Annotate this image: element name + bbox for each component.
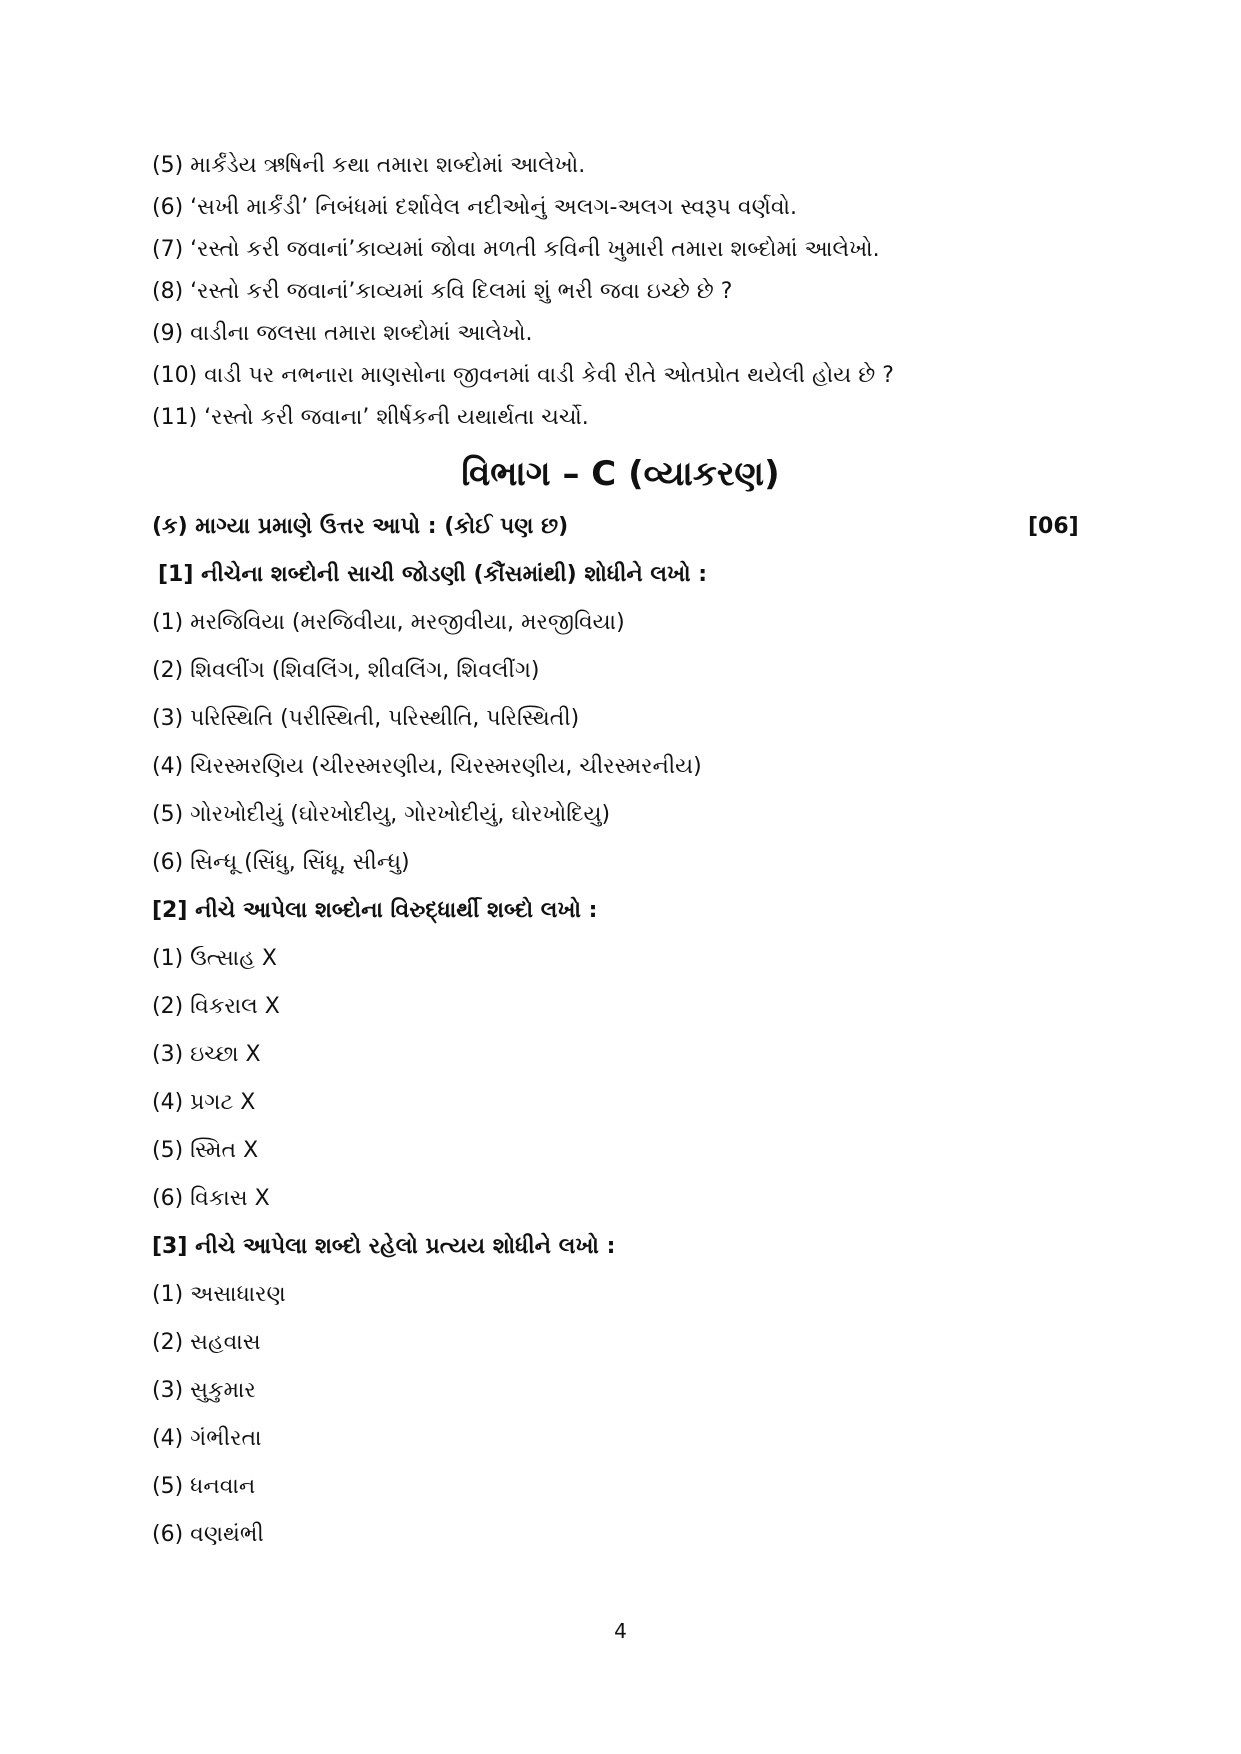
part1-title: [1] નીચેના શબ્દોની સાચી જોડણી (કૌંસમાંથી) શોધીને લખો : <box>158 562 708 587</box>
part3-item: (4) ગંભીરતા <box>152 1426 262 1451</box>
part2-title: [2] નીચે આપેલા શબ્દોના વિરુદ્ધાર્થી શબ્દો લખો : <box>152 898 598 923</box>
part2-item: (2) વિકરાલ X <box>152 994 280 1019</box>
question-6: (6) ‘સખી માર્કંડી’ નિબંધમાં દર્શાવેલ નદીઓનું અલગ-અલગ સ્વરૂપ વર્ણવો. <box>152 195 798 220</box>
part2-item: (1) ઉત્સાહ X <box>152 946 277 971</box>
part1-item: (6) સિન્ધૂ (સિંધુ, સિંધૂ, સીન્ધુ) <box>152 850 410 875</box>
part3-item: (6) વણથંભી <box>152 1522 264 1547</box>
part1-item: (4) ચિરસ્મરણિય (ચીરસ્મરણીય, ચિરસ્મરણીય, ચીરસ્મરનીય) <box>152 754 702 779</box>
part1-item: (3) પરિસ્થિતિ (પરીસ્થિતી, પરિસ્થીતિ, પરિસ્થિતી) <box>152 706 580 731</box>
part2-item: (5) સ્મિત X <box>152 1138 259 1163</box>
part3-item: (1) અસાધારણ <box>152 1282 286 1307</box>
question-9: (9) વાડીના જલસા તમારા શબ્દોમાં આલેખો. <box>152 321 533 346</box>
part2-item: (4) પ્રગટ X <box>152 1090 256 1115</box>
part3-item: (3) સુકુમાર <box>152 1378 256 1403</box>
page-number: 4 <box>614 1619 627 1643</box>
question-8: (8) ‘રસ્તો કરી જવાનાં’કાવ્યમાં કવિ દિલમાં શું ભરી જવા ઇચ્છે છે ? <box>152 279 733 304</box>
part2-item: (6) વિકાસ X <box>152 1186 270 1211</box>
part3-item: (5) ધનવાન <box>152 1474 256 1499</box>
question-7: (7) ‘રસ્તો કરી જવાનાં’કાવ્યમાં જોવા મળતી કવિની ખુમારી તમારા શબ્દોમાં આલેખો. <box>152 237 880 262</box>
part3-title: [3] નીચે આપેલા શબ્દો રહેલો પ્રત્યય શોધીને લખો : <box>152 1234 616 1259</box>
marks-label: [06] <box>1028 514 1079 539</box>
question-10: (10) વાડી પર નભનારા માણસોના જીવનમાં વાડી કેવી રીતે ઓતપ્રોત થયેલી હોય છે ? <box>152 363 894 388</box>
part1-item: (5) ગોરખોદીયું (ઘોરખોદીયુ, ગોરખોદીયું, ઘોરખોદિયુ) <box>152 802 611 827</box>
question-5: (5) માર્કંડેય ઋષિની કથા તમારા શબ્દોમાં આલેખો. <box>152 153 586 178</box>
part1-item: (2) શિવલીંગ (શિવલિંગ, શીવલિંગ, શિવલીંગ) <box>152 658 540 683</box>
part1-item: (1) મરજિવિયા (મરજિવીયા, મરજીવીયા, મરજીવિયા) <box>152 610 625 635</box>
section-heading: વિભાગ – C (વ્યાકરણ) <box>461 454 780 494</box>
section-instruction: (ક) માગ્યા પ્રમાણે ઉત્તર આપો : (કોઈ પણ છ) <box>152 514 569 539</box>
part3-item: (2) સહવાસ <box>152 1330 261 1355</box>
question-11: (11) ‘રસ્તો કરી જવાના’ શીર્ષકની યથાર્થતા ચર્ચો. <box>152 405 589 430</box>
part2-item: (3) ઇચ્છા X <box>152 1042 261 1067</box>
